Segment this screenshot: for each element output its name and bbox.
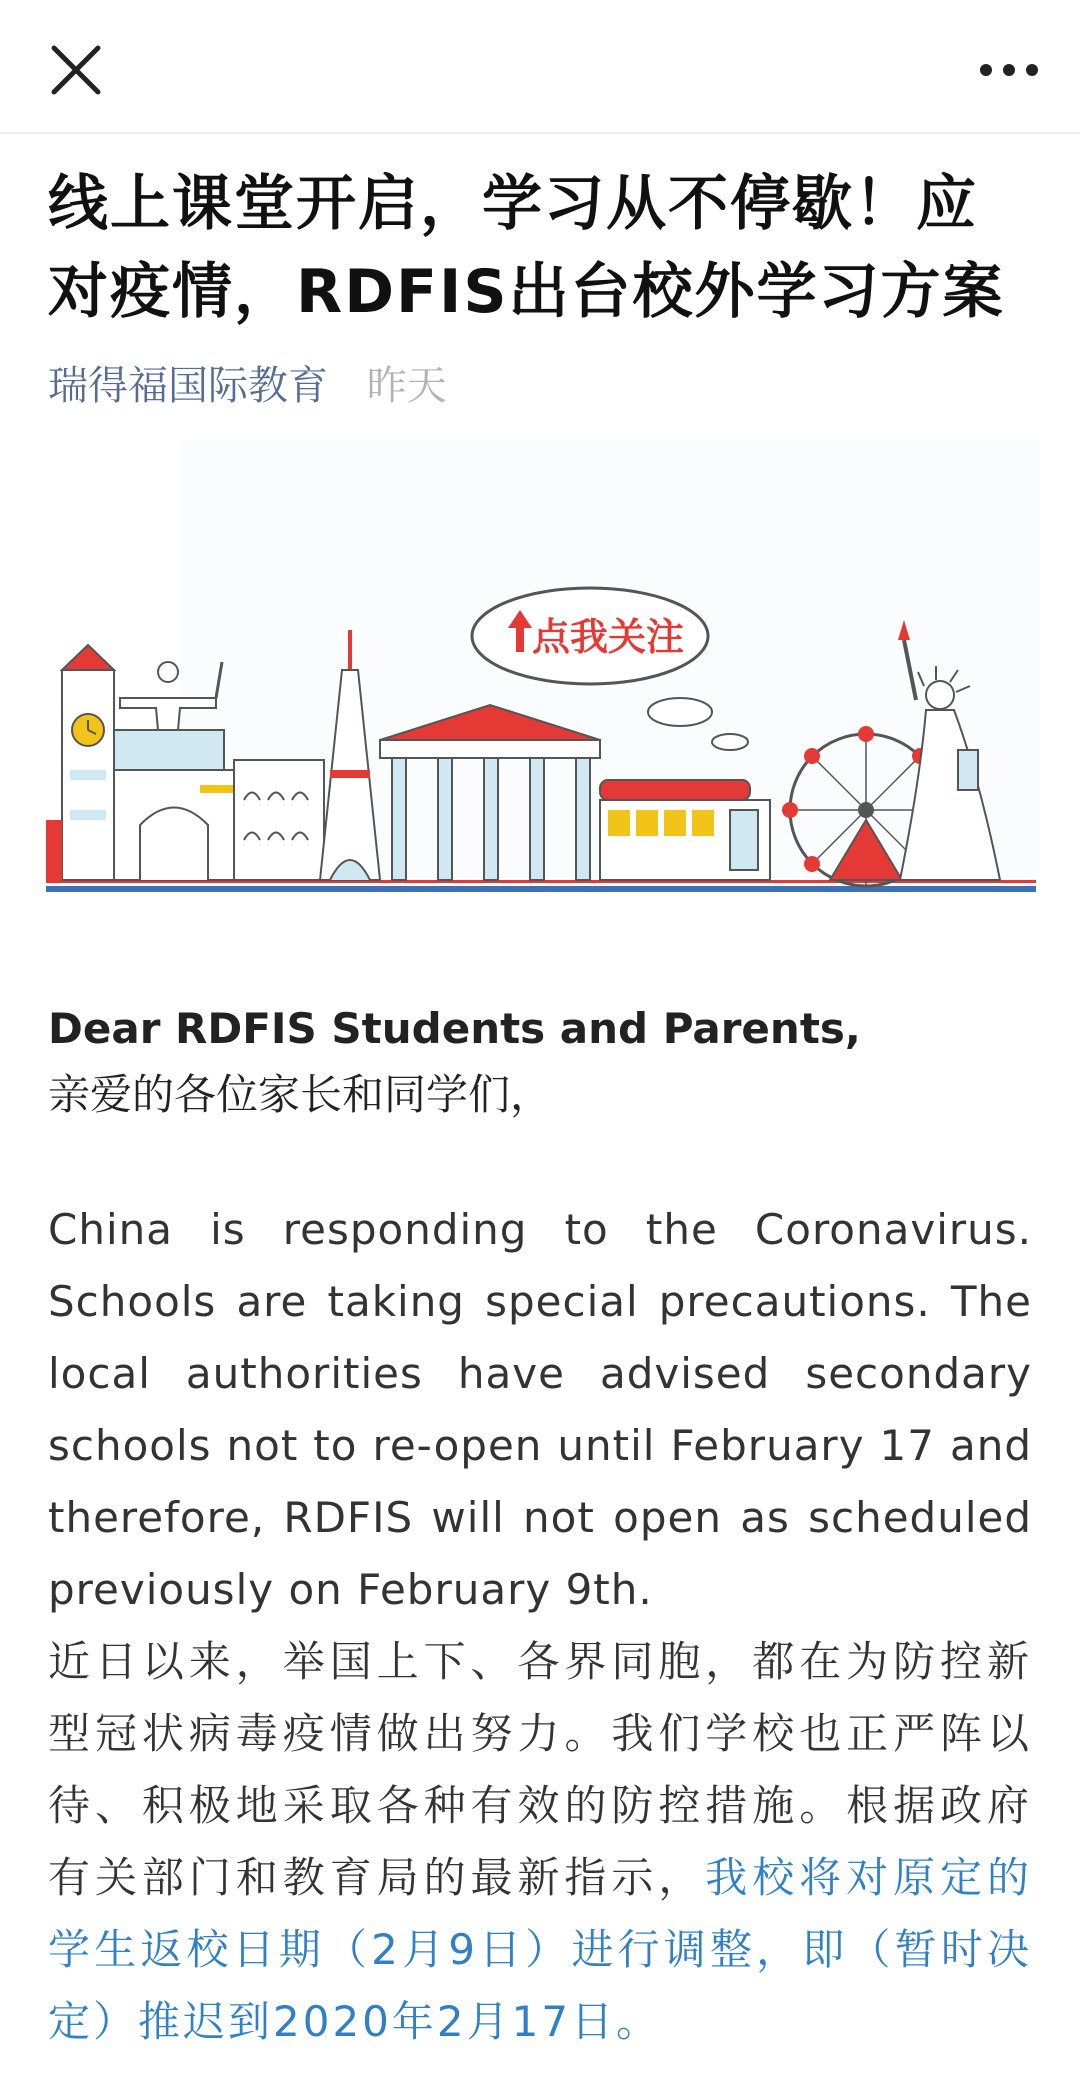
paragraph-chinese <box>48 1626 1032 2058</box>
banner-illustration[interactable] <box>40 440 1040 910</box>
top-bar <box>0 0 1080 134</box>
follow-label: 点我关注 <box>531 615 685 659</box>
paragraph-english: China is responding to the Coronavirus. Schools are taking special precautions. The local authorities have advised secondary schools not to re-open until February 17 and therefore, RDFIS will not open as scheduled previously on February 9th. <box>48 1205 1032 1614</box>
close-button[interactable] <box>46 40 106 100</box>
more-options-button[interactable] <box>974 42 1044 98</box>
author-link[interactable]: 瑞得福国际教育 <box>48 363 328 409</box>
article-title-line2: 对疫情，RDFIS出台校外学习方案 <box>48 257 1005 327</box>
greeting-chinese: 亲爱的各位家长和同学们， <box>48 1070 553 1119</box>
highlighted-notice[interactable]: 我校将对原定的学生返校日期（2月9日）进行调整，即（暂时决定）推迟到2020年2月17日。 <box>48 1853 1032 2046</box>
article-title-line1: 线上课堂开启，学习从不停歇！应 <box>48 169 978 239</box>
article-title <box>48 160 1032 336</box>
tram-icon <box>600 780 770 880</box>
article-body <box>48 996 1032 2058</box>
publish-date: 昨天 <box>366 363 447 409</box>
article-meta <box>48 358 1032 414</box>
close-icon <box>46 40 106 100</box>
colosseum-icon <box>234 760 324 880</box>
landmarks-illustration <box>40 440 1040 910</box>
article-header <box>48 160 1032 414</box>
greeting-english: Dear RDFIS Students and Parents, <box>48 1004 861 1053</box>
paragraph-chinese-text: 近日以来，举国上下、各界同胞，都在为防控新型冠状病毒疫情做出努力。我们学校也正严阵以待、积极地采取各种有效的防控措施。根据政府有关部门和教育局的最新指示， <box>48 1637 1032 1902</box>
clock-tower-icon <box>46 645 114 880</box>
more-horizontal-icon <box>974 42 1044 98</box>
